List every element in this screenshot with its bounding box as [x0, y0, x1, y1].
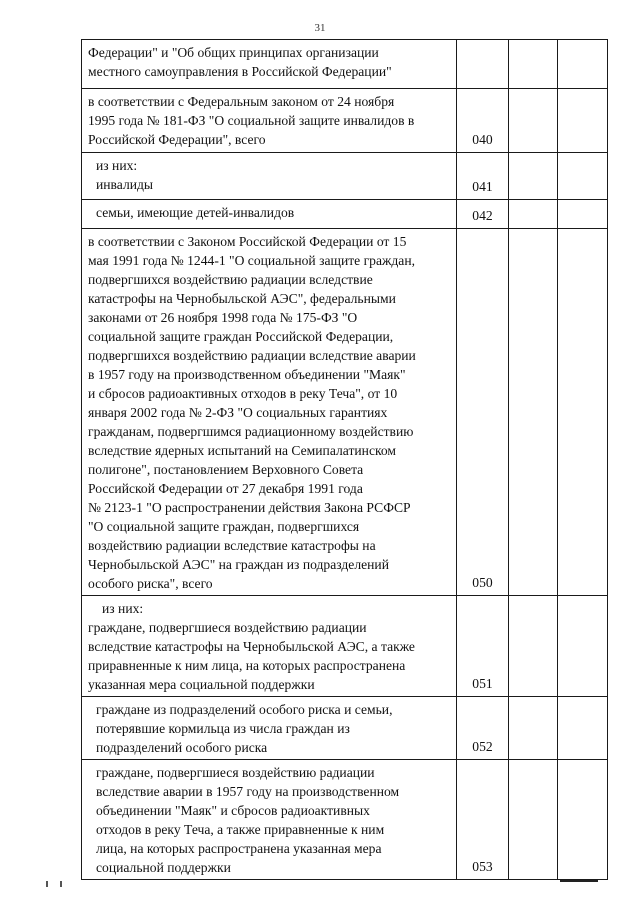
description-line: воздействию радиации вследствие катастрофы на [88, 538, 376, 553]
row-description [82, 596, 457, 697]
description-line: приравненные к ним лица, на которых распространена [88, 658, 406, 673]
row-code-cell [457, 153, 509, 200]
row-description [82, 40, 457, 89]
row-description [82, 229, 457, 596]
description-line: вследствие ядерных испытаний на Семипалатинском [88, 443, 397, 458]
description-line: из них: [102, 601, 144, 616]
description-line: объединении "Маяк" и сбросов радиоактивных [96, 803, 370, 818]
value-cell [558, 200, 608, 229]
description-line: в 1957 году на производственном объединении "Маяк" [88, 367, 406, 382]
row-description [82, 153, 457, 200]
value-cell [558, 89, 608, 153]
description-line: законами от 26 ноября 1998 года № 175-ФЗ "О [88, 310, 358, 325]
row-code: 053 [472, 859, 493, 874]
row-description [82, 697, 457, 760]
description-line: отходов в реку Теча, а также приравненные к ним [96, 822, 385, 837]
value-cell [509, 697, 558, 760]
description-line: инвалиды [96, 177, 154, 192]
table-row [82, 697, 608, 760]
page-number: 31 [314, 22, 326, 34]
description-line: Российской Федерации", всего [88, 132, 266, 147]
row-code: 040 [472, 132, 493, 147]
row-code-cell [457, 229, 509, 596]
description-line: из них: [96, 158, 138, 173]
description-line: катастрофы на Чернобыльской АЭС", федеральными [88, 291, 396, 306]
description-line: гражданам, подвергшимся радиационному воздействию [88, 424, 414, 439]
row-code-cell [457, 200, 509, 229]
description-line: особого риска", всего [88, 576, 213, 591]
description-line: социальной поддержки [96, 860, 231, 875]
row-code: 052 [472, 739, 493, 754]
value-cell [509, 760, 558, 880]
description-line: семьи, имеющие детей-инвалидов [96, 205, 295, 220]
value-cell [558, 760, 608, 880]
table-row [82, 760, 608, 880]
description-line: Российской Федерации от 27 декабря 1991 года [88, 481, 363, 496]
row-code: 051 [472, 676, 493, 691]
description-line: граждане из подразделений особого риска и семьи, [96, 702, 393, 717]
description-line: граждане, подвергшиеся воздействию радиации [96, 765, 375, 780]
value-cell [509, 153, 558, 200]
description-line: Федерации" и "Об общих принципах организации [88, 45, 379, 60]
description-line: социальной защите граждан Российской Федерации, [88, 329, 394, 344]
value-cell [558, 153, 608, 200]
value-cell [509, 596, 558, 697]
value-cell [509, 229, 558, 596]
value-cell [509, 89, 558, 153]
scan-mark [60, 881, 62, 887]
description-line: вследствие аварии в 1957 году на производственном [96, 784, 400, 799]
value-cell [509, 200, 558, 229]
row-code: 042 [472, 208, 493, 223]
description-line: подвергшихся воздействию радиации вследствие [88, 272, 373, 287]
table-row [82, 200, 608, 229]
row-code-cell [457, 89, 509, 153]
description-line: 1995 года № 181-ФЗ "О социальной защите инвалидов в [88, 113, 415, 128]
row-code-cell [457, 697, 509, 760]
scan-mark [560, 880, 598, 882]
description-line: указанная мера социальной поддержки [88, 677, 315, 692]
row-code: 041 [472, 179, 493, 194]
description-line: подвергшихся воздействию радиации вследствие аварии [88, 348, 416, 363]
value-cell [509, 40, 558, 89]
description-line: Чернобыльской АЭС" на граждан из подразделений [88, 557, 389, 572]
value-cell [558, 229, 608, 596]
description-line: в соответствии с Законом Российской Федерации от 15 [88, 234, 407, 249]
value-cell [558, 697, 608, 760]
table-row [82, 40, 608, 89]
row-code-cell [457, 760, 509, 880]
scan-mark [46, 881, 48, 887]
description-line: "О социальной защите граждан, подвергшихся [88, 519, 360, 534]
description-line: местного самоуправления в Российской Федерации" [88, 64, 392, 79]
description-line: вследствие катастрофы на Чернобыльской АЭС, а также [88, 639, 415, 654]
value-cell [558, 40, 608, 89]
description-line: и сбросов радиоактивных отходов в реку Теча", от 10 [88, 386, 398, 401]
row-description [82, 200, 457, 229]
table-row [82, 89, 608, 153]
report-table [81, 39, 608, 880]
description-line: мая 1991 года № 1244-1 "О социальной защите граждан, [88, 253, 416, 268]
description-line: граждане, подвергшиеся воздействию радиации [88, 620, 367, 635]
table-row [82, 596, 608, 697]
description-line: потерявшие кормильца из числа граждан из [96, 721, 350, 736]
table-row [82, 229, 608, 596]
row-description [82, 760, 457, 880]
value-cell [558, 596, 608, 697]
row-code-cell [457, 40, 509, 89]
description-line: лица, на которых распространена указанная мера [96, 841, 382, 856]
description-line: в соответствии с Федеральным законом от 24 ноября [88, 94, 395, 109]
description-line: подразделений особого риска [96, 740, 268, 755]
description-line: января 2002 года № 2-ФЗ "О социальных гарантиях [88, 405, 388, 420]
description-line: полигоне", постановлением Верховного Совета [88, 462, 364, 477]
table-row [82, 153, 608, 200]
row-description [82, 89, 457, 153]
description-line: № 2123-1 "О распространении действия Закона РСФСР [88, 500, 411, 515]
row-code: 050 [472, 575, 493, 590]
row-code-cell [457, 596, 509, 697]
